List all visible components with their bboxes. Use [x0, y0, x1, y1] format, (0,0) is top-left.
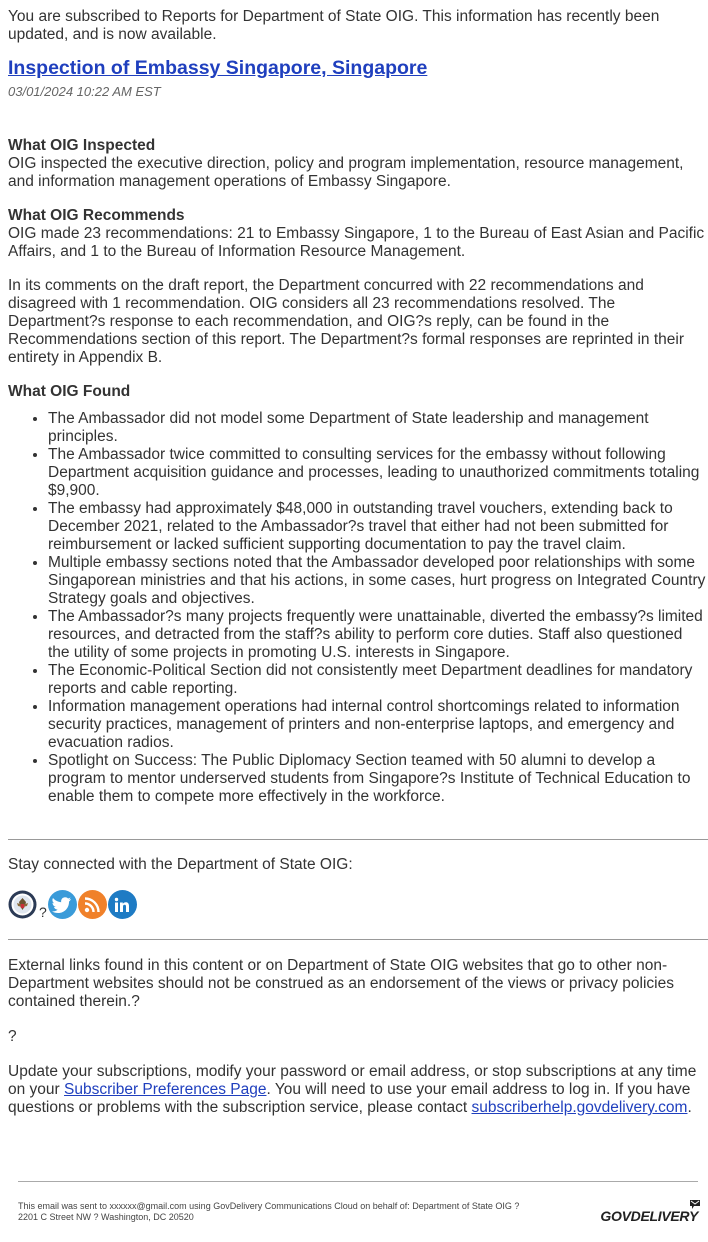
- list-item: • The embassy had approximately $48,000 in outstanding travel vouchers, extending back to December 2021, related to the Ambassador?s travel that either had not been submitted for reimbursement or lacked sufficient supporting documentation to pay the travel claim.: [48, 500, 708, 554]
- subscription-text-pre: Update your subscriptions, modify your password or email address, or stop subscriptions at any time on your: [8, 1063, 697, 1098]
- connect-separator: ?: [39, 904, 47, 920]
- recommends-body-1: OIG made 23 recommendations: 21 to Embassy Singapore, 1 to the Bureau of East Asian and Pacific Affairs, and 1 to the Bureau of Information Resource Management.: [8, 225, 705, 260]
- rss-icon[interactable]: [78, 890, 107, 919]
- footer-sent-to: This email was sent to xxxxxx@gmail.com using GovDelivery Communications Cloud on behalf of: Department of State OIG ?: [18, 1201, 520, 1211]
- footer: [18, 1181, 698, 1223]
- govdelivery-logo[interactable]: [600, 1208, 698, 1226]
- footer-address: [18, 1201, 519, 1223]
- list-item: • Multiple embassy sections noted that the Ambassador developed poor relationships with some Singaporean ministries and that his actions, in some cases, hurt progress on Integrated Country Strategy goals and objectives.: [48, 554, 708, 608]
- found-heading: What OIG Found: [8, 383, 131, 400]
- list-item: • Information management operations had internal control shortcomings related to information security practices, management of printers and non-enterprise laptops, and emergency and evacuation radios.: [48, 698, 708, 752]
- footer-street: 2201 C Street NW ? Washington, DC 20520: [18, 1212, 194, 1222]
- subscriber-help-link[interactable]: subscriberhelp.govdelivery.com: [471, 1099, 688, 1116]
- list-item: • The Economic-Political Section did not consistently meet Department deadlines for mandatory reports and cable reporting.: [48, 662, 708, 698]
- report-date: 03/01/2024 10:22 AM EST: [8, 84, 161, 99]
- social-icons: [8, 890, 708, 919]
- subscription-management-text: [8, 1063, 708, 1117]
- recommends-body-2: In its comments on the draft report, the Department concurred with 22 recommendations and disagreed with 1 recommendation. OIG considers all 23 recommendations resolved. The Department?s response to each recommendation, and OIG?s reply, can be found in the Recommendations section of this report. The Department?s formal responses are reprinted in their entirety in Appendix B.: [8, 277, 685, 366]
- footer-divider: [18, 1181, 698, 1182]
- list-item: • Spotlight on Success: The Public Diplomacy Section teamed with 50 alumni to develop a program to mentor underserved students from Singapore?s Institute of Technical Education to enable them to compete more effectively in the workforce.: [48, 752, 708, 806]
- external-links-disclaimer: External links found in this content or on Department of State OIG websites that go to other non-Department websites should not be construed as an endorsement of the views or privacy policies contained therein.?: [8, 957, 674, 1010]
- twitter-icon[interactable]: [48, 890, 77, 919]
- govdelivery-wordmark: GOVDELIVERY: [600, 1208, 698, 1224]
- list-item: • The Ambassador did not model some Department of State leadership and management principles.: [48, 410, 708, 446]
- subscription-intro: You are subscribed to Reports for Department of State OIG. This information has recently been updated, and is now available.: [8, 8, 660, 43]
- placeholder-question-mark: ?: [8, 1028, 17, 1045]
- subscription-text-mid: . You will need to use your email address to log in. If you have questions or problems with the subscription service, please contact: [8, 1081, 691, 1116]
- mail-icon: [690, 1200, 700, 1209]
- list-item: • The Ambassador twice committed to consulting services for the embassy without following Department acquisition guidance and processes, leading to unauthorized commitments totaling $9,900.: [48, 446, 708, 500]
- state-seal-icon[interactable]: [8, 890, 37, 919]
- findings-list: [8, 410, 708, 806]
- inspected-heading: What OIG Inspected: [8, 137, 156, 154]
- stay-connected-text: Stay connected with the Department of State OIG:: [8, 856, 353, 873]
- list-item: • The Ambassador?s many projects frequently were unattainable, diverted the embassy?s limited resources, and detracted from the staff?s ability to perform core duties. Staff also questioned the utility of some projects in promoting U.S. interests in Singapore.: [48, 608, 708, 662]
- inspected-body: OIG inspected the executive direction, policy and program implementation, resource management, and information management operations of Embassy Singapore.: [8, 155, 684, 190]
- subscriber-preferences-link[interactable]: Subscriber Preferences Page: [64, 1081, 267, 1098]
- report-title-link[interactable]: Inspection of Embassy Singapore, Singapore: [8, 57, 428, 79]
- email-body: [8, 8, 708, 1117]
- linkedin-icon[interactable]: [108, 890, 137, 919]
- recommends-heading: What OIG Recommends: [8, 207, 185, 224]
- subscription-text-post: .: [687, 1099, 692, 1116]
